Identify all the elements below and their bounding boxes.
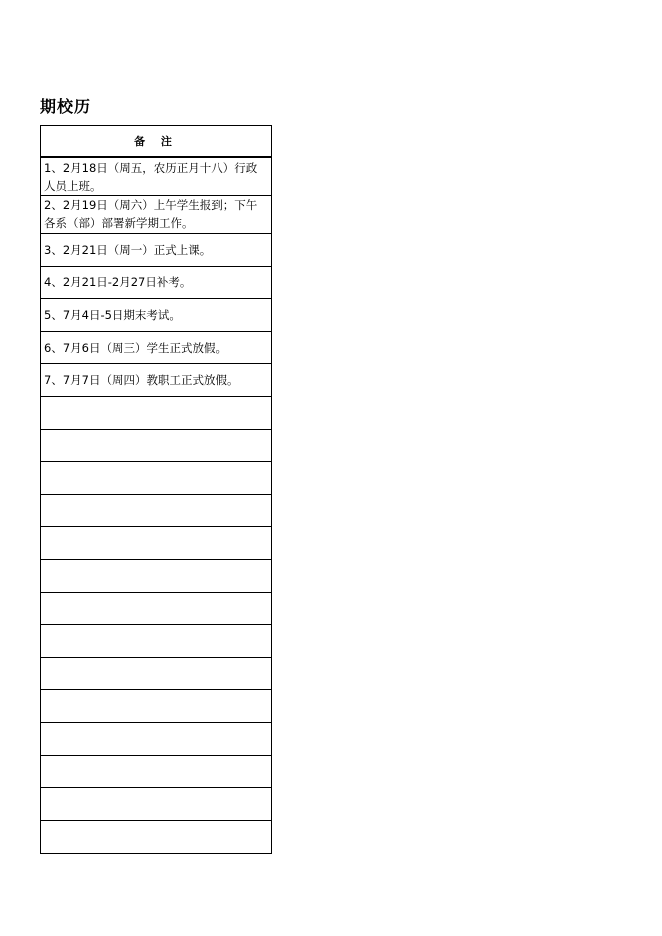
table-row: 2、2月19日（周六）上午学生报到；下午各系（部）部署新学期工作。 xyxy=(41,196,271,234)
notes-table xyxy=(40,125,272,854)
table-row xyxy=(41,430,271,463)
table-row: 6、7月6日（周三）学生正式放假。 xyxy=(41,332,271,365)
table-row xyxy=(41,723,271,756)
table-row xyxy=(41,625,271,658)
table-row: 4、2月21日-2月27日补考。 xyxy=(41,267,271,300)
table-row xyxy=(41,495,271,528)
table-row xyxy=(41,527,271,560)
table-row xyxy=(41,658,271,691)
table-row xyxy=(41,788,271,821)
table-row: 1、2月18日（周五，农历正月十八）行政人员上班。 xyxy=(41,158,271,196)
table-row: 3、2月21日（周一）正式上课。 xyxy=(41,234,271,267)
table-row xyxy=(41,397,271,430)
table-header-notes: 备 注 xyxy=(41,126,271,158)
page-title: 期校历 xyxy=(40,97,92,116)
table-row xyxy=(41,560,271,593)
table-row xyxy=(41,462,271,495)
table-row xyxy=(41,756,271,789)
table-row: 7、7月7日（周四）教职工正式放假。 xyxy=(41,364,271,397)
table-row: 5、7月4日-5日期末考试。 xyxy=(41,299,271,332)
table-row xyxy=(41,821,271,854)
table-row xyxy=(41,593,271,626)
table-row xyxy=(41,690,271,723)
